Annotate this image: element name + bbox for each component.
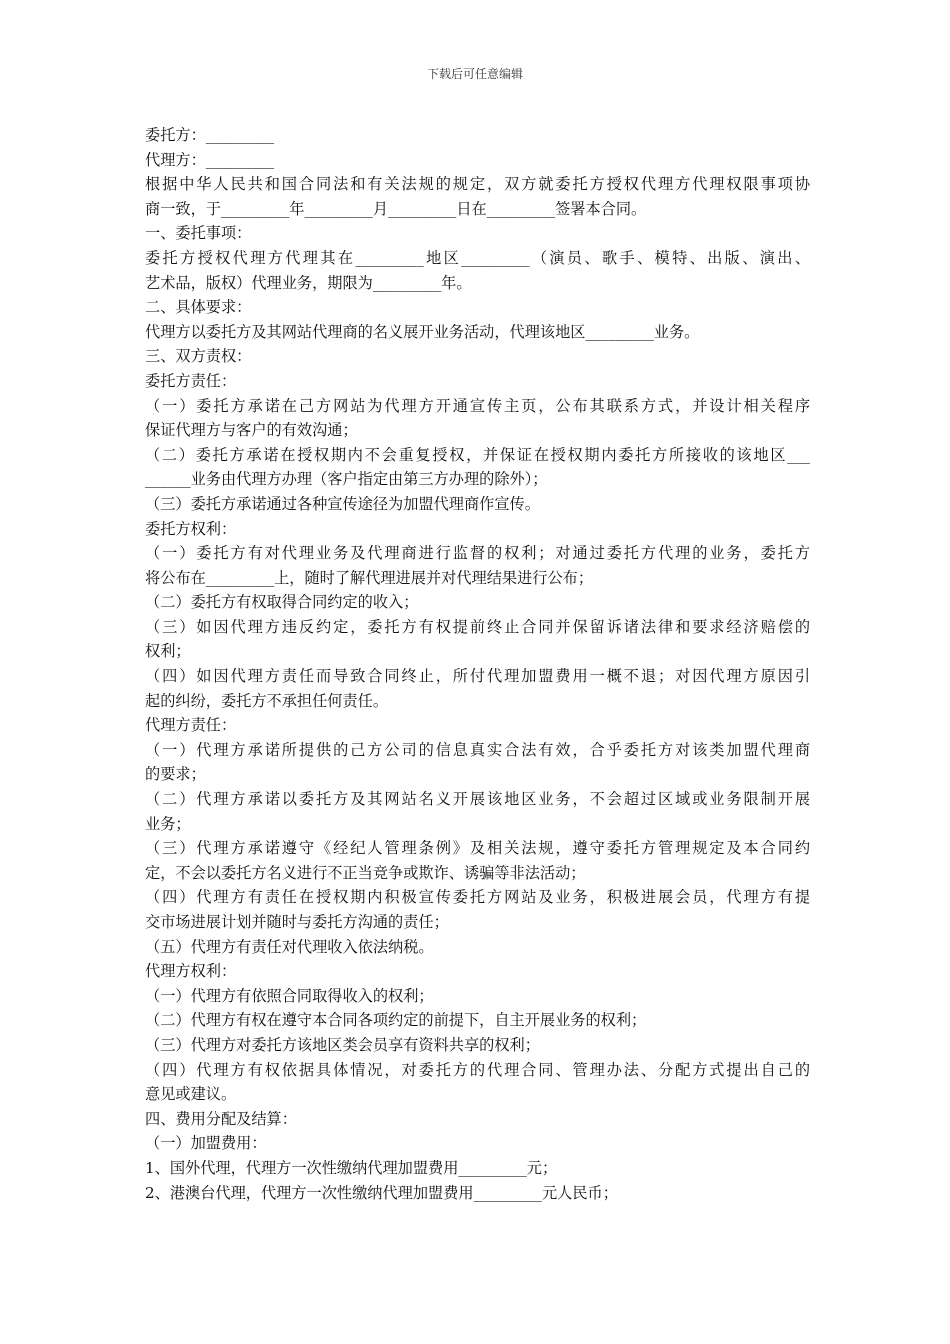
text-line: 意见或建议。 — [145, 1085, 237, 1104]
text-line: （二）委托方有权取得合同约定的收入； — [145, 593, 419, 612]
text-line: 起的纠纷，委托方不承担任何责任。 — [145, 691, 388, 710]
text-line: ______业务由代理方办理（客户指定由第三方办理的除外）； — [145, 470, 548, 489]
text-line: 根据中华人民共和国合同法和有关法规的规定，双方就委托方授权代理方代理权限事项协 — [145, 175, 810, 194]
subsection-heading: 代理方责任： — [145, 716, 237, 735]
text-line: （二）代理方有权在遵守本合同各项约定的前提下，自主开展业务的权利； — [145, 1011, 647, 1030]
section-heading: 四、费用分配及结算： — [145, 1109, 297, 1128]
text-line: 业务； — [145, 814, 191, 833]
section-heading: 一、委托事项： — [145, 224, 252, 243]
text-line: 委托方：_________ — [145, 126, 275, 144]
text-line: （一）委托方承诺在己方网站为代理方开通宣传主页，公布其联系方式，并设计相关程序 — [145, 396, 810, 415]
subsection-heading: 代理方权利： — [145, 962, 237, 981]
text-line: （三）如因代理方违反约定，委托方有权提前终止合同并保留诉诸法律和要求经济赔偿的 — [145, 617, 810, 636]
text-line: （五）代理方有责任对代理收入依法纳税。 — [145, 937, 434, 956]
header-note: 下载后可任意编辑 — [426, 67, 523, 81]
text-line: 定，不会以委托方名义进行不正当竞争或欺诈、诱骗等非法活动； — [145, 863, 586, 882]
text-line: 艺术品，版权）代理业务，期限为_________年。 — [145, 273, 472, 292]
text-line: 的要求； — [145, 765, 206, 784]
section-heading: 二、具体要求： — [145, 298, 252, 317]
text-line: 2、港澳台代理，代理方一次性缴纳代理加盟费用_________元人民币； — [145, 1183, 618, 1202]
text-line: 保证代理方与客户的有效沟通； — [145, 421, 358, 440]
text-line: （四）代理方有权依据具体情况，对委托方的代理合同、管理办法、分配方式提出自己的 — [145, 1060, 810, 1079]
text-line: 代理方以委托方及其网站代理商的名义展开业务活动，代理该地区_________业务。 — [145, 322, 700, 341]
text-line: （一）委托方有对代理业务及代理商进行监督的权利；对通过委托方代理的业务，委托方 — [145, 544, 810, 563]
text-line: （二）委托方承诺在授权期内不会重复授权，并保证在授权期内委托方所接收的该地区___ — [145, 445, 810, 464]
text-line: （四）代理方有责任在授权期内积极宣传委托方网站及业务，积极进展会员，代理方有提 — [145, 888, 810, 907]
text-line: （一）代理方有依照合同取得收入的权利； — [145, 986, 434, 1005]
text-line: 权利； — [145, 642, 191, 661]
text-line: （三）委托方承诺通过各种宣传途径为加盟代理商作宣传。 — [145, 494, 540, 513]
text-line: 1、国外代理，代理方一次性缴纳代理加盟费用_________元； — [145, 1158, 558, 1177]
text-line: （一）代理方承诺所提供的己方公司的信息真实合法有效，合乎委托方对该类加盟代理商 — [145, 740, 810, 759]
text-line: （四）如因代理方责任而导致合同终止，所付代理加盟费用一概不退；对因代理方原因引 — [145, 667, 810, 686]
text-line: 商一致，于_________年_________月_________日在_________签署本合同。 — [145, 199, 647, 218]
section-heading: 三、双方责权： — [145, 347, 252, 366]
text-line: 交市场进展计划并随时与委托方沟通的责任； — [145, 913, 449, 931]
text-line: 代理方：_________ — [145, 150, 275, 169]
text-line: （三）代理方对委托方该地区类会员享有资料共享的权利； — [145, 1035, 540, 1054]
contract-body — [145, 123, 810, 1205]
text-line: 委托方授权代理方代理其在_________地区_________（演员、歌手、模特、出版、演出、 — [145, 248, 810, 267]
subsection-heading: 委托方权利： — [145, 519, 237, 538]
subsection-heading: 委托方责任： — [145, 371, 237, 390]
text-line: （三）代理方承诺遵守《经纪人管理条例》及相关法规，遵守委托方管理规定及本合同约 — [145, 839, 810, 858]
text-line: （二）代理方承诺以委托方及其网站名义开展该地区业务，不会超过区域或业务限制开展 — [145, 790, 810, 809]
subsection-heading: （一）加盟费用： — [145, 1134, 267, 1153]
text-line: 将公布在_________上，随时了解代理进展并对代理结果进行公布； — [145, 568, 594, 587]
